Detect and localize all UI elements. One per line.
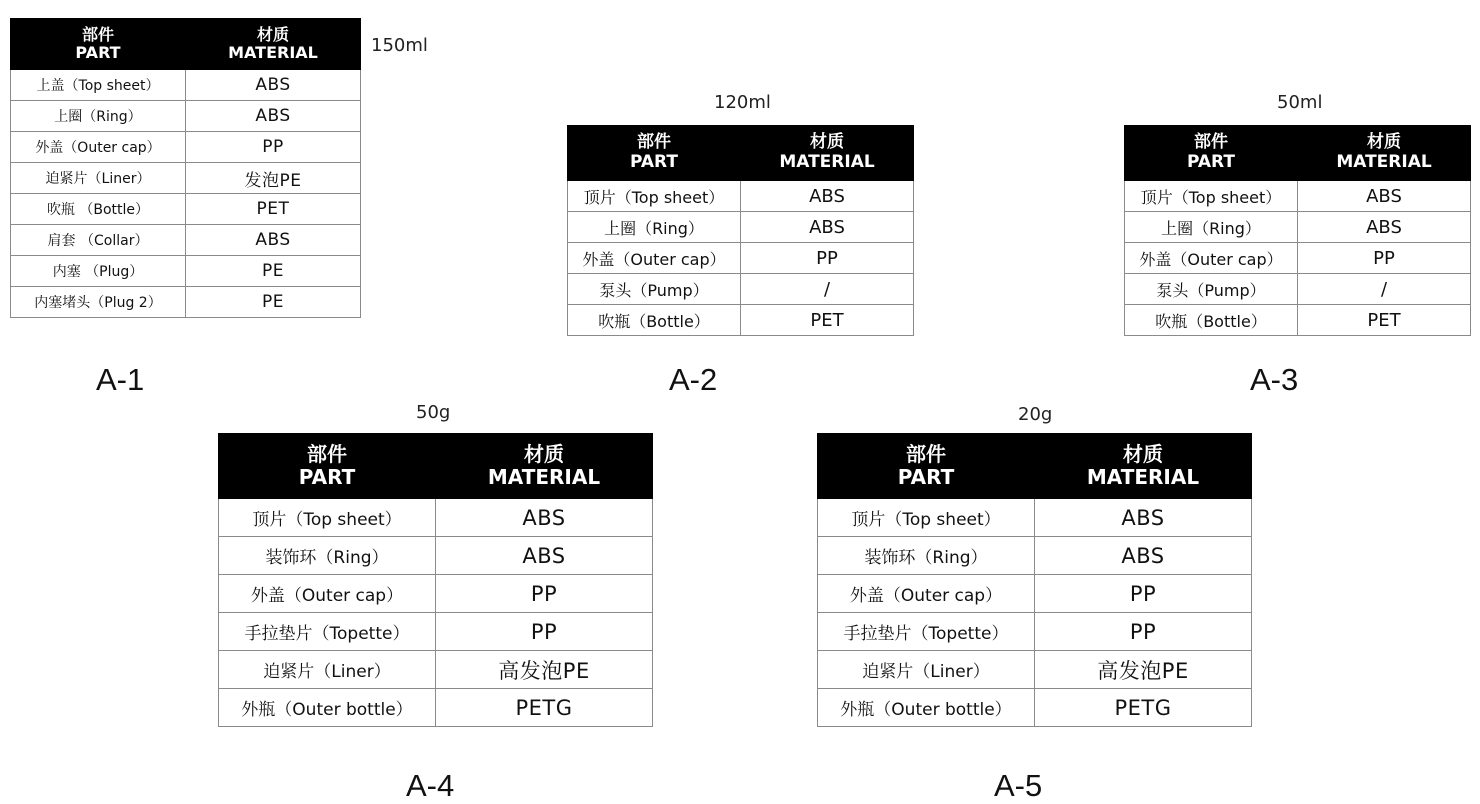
header-material — [741, 126, 914, 181]
table-header-row — [1125, 126, 1471, 181]
part-cell: 吹瓶（Bottle） — [1125, 305, 1298, 336]
material-cell: PP — [741, 243, 914, 274]
material-cell: 高发泡PE — [1035, 651, 1252, 689]
parts-table-a3 — [1124, 125, 1471, 336]
table-row — [568, 212, 914, 243]
table-row — [219, 689, 653, 727]
part-cell: 上圈（Ring） — [568, 212, 741, 243]
material-cell: 高发泡PE — [436, 651, 653, 689]
table-row — [11, 101, 361, 132]
material-cell: 发泡PE — [186, 163, 361, 194]
material-cell: PETG — [436, 689, 653, 727]
table-header-row — [11, 19, 361, 70]
parts-table-a2 — [567, 125, 914, 336]
material-cell: ABS — [741, 212, 914, 243]
material-cell: PP — [1035, 575, 1252, 613]
table-header-row — [219, 434, 653, 499]
header-part-en: PART — [75, 43, 121, 62]
material-cell: PE — [186, 287, 361, 318]
table-row — [11, 256, 361, 287]
table-row — [11, 132, 361, 163]
part-cell: 肩套 （Collar） — [11, 225, 186, 256]
table-row — [1125, 181, 1471, 212]
table-row — [818, 613, 1252, 651]
part-cell: 迫紧片（Liner） — [219, 651, 436, 689]
table-row — [219, 499, 653, 537]
material-cell: ABS — [1035, 537, 1252, 575]
part-cell: 上圈（Ring） — [1125, 212, 1298, 243]
header-part-cn: 部件 — [1194, 132, 1228, 153]
material-cell: ABS — [186, 225, 361, 256]
part-cell: 外盖（Outer cap） — [818, 575, 1035, 613]
table-row — [219, 537, 653, 575]
figure-label-a2: A-2 — [669, 362, 718, 397]
material-cell: ABS — [741, 181, 914, 212]
material-cell: PP — [436, 613, 653, 651]
capacity-label-a1: 150ml — [371, 35, 428, 56]
table-row — [1125, 274, 1471, 305]
material-cell: ABS — [436, 499, 653, 537]
header-part-en: PART — [897, 465, 955, 489]
header-part — [818, 434, 1035, 499]
part-cell: 顶片（Top sheet） — [818, 499, 1035, 537]
table-row — [1125, 212, 1471, 243]
material-cell: ABS — [436, 537, 653, 575]
table-header-row — [818, 434, 1252, 499]
part-cell: 上盖（Top sheet） — [11, 70, 186, 101]
material-cell: / — [741, 274, 914, 305]
table-row — [818, 575, 1252, 613]
header-material-en: MATERIAL — [779, 152, 875, 172]
header-part-en: PART — [630, 152, 678, 172]
table-row — [219, 651, 653, 689]
part-cell: 迫紧片（Liner） — [11, 163, 186, 194]
part-cell: 内塞 （Plug） — [11, 256, 186, 287]
table-row — [1125, 305, 1471, 336]
part-cell: 迫紧片（Liner） — [818, 651, 1035, 689]
capacity-label-a4: 50g — [416, 402, 451, 423]
table-row — [818, 499, 1252, 537]
material-cell: PETG — [1035, 689, 1252, 727]
part-cell: 外瓶（Outer bottle） — [818, 689, 1035, 727]
header-material — [1298, 126, 1471, 181]
material-cell: PET — [1298, 305, 1471, 336]
part-cell: 外盖（Outer cap） — [1125, 243, 1298, 274]
part-cell: 装饰环（Ring） — [818, 537, 1035, 575]
part-cell: 泵头（Pump） — [568, 274, 741, 305]
header-material — [1035, 434, 1252, 499]
header-material-cn: 材质 — [1123, 442, 1163, 466]
material-cell: / — [1298, 274, 1471, 305]
header-part-cn: 部件 — [906, 442, 946, 466]
parts-table-a4 — [218, 433, 653, 727]
table-row — [1125, 243, 1471, 274]
header-material-cn: 材质 — [1367, 132, 1401, 153]
table-row — [11, 194, 361, 225]
table-row — [219, 613, 653, 651]
header-material-en: MATERIAL — [1336, 152, 1432, 172]
material-cell: PP — [186, 132, 361, 163]
table-row — [568, 243, 914, 274]
header-material — [186, 19, 361, 70]
part-cell: 手拉垫片（Topette） — [219, 613, 436, 651]
figure-label-a3: A-3 — [1250, 362, 1299, 397]
material-cell: PP — [436, 575, 653, 613]
part-cell: 上圈（Ring） — [11, 101, 186, 132]
part-cell: 顶片（Top sheet） — [568, 181, 741, 212]
capacity-label-a5: 20g — [1018, 404, 1053, 425]
part-cell: 吹瓶（Bottle） — [568, 305, 741, 336]
part-cell: 泵头（Pump） — [1125, 274, 1298, 305]
material-cell: ABS — [1298, 212, 1471, 243]
material-cell: ABS — [186, 70, 361, 101]
header-part — [219, 434, 436, 499]
header-part-cn: 部件 — [637, 132, 671, 153]
material-cell: PP — [1035, 613, 1252, 651]
table-row — [11, 163, 361, 194]
header-material — [436, 434, 653, 499]
table-row — [11, 225, 361, 256]
part-cell: 外盖（Outer cap） — [219, 575, 436, 613]
material-cell: ABS — [1035, 499, 1252, 537]
table-row — [818, 689, 1252, 727]
header-material-en: MATERIAL — [1086, 465, 1200, 489]
part-cell: 外盖（Outer cap） — [11, 132, 186, 163]
header-part-en: PART — [298, 465, 356, 489]
part-cell: 外瓶（Outer bottle） — [219, 689, 436, 727]
header-part-cn: 部件 — [81, 24, 114, 44]
part-cell: 顶片（Top sheet） — [1125, 181, 1298, 212]
material-cell: PET — [186, 194, 361, 225]
part-cell: 装饰环（Ring） — [219, 537, 436, 575]
header-material-cn: 材质 — [810, 132, 844, 153]
table-row — [11, 287, 361, 318]
header-part-en: PART — [1187, 152, 1235, 172]
table-row — [818, 651, 1252, 689]
part-cell: 外盖（Outer cap） — [568, 243, 741, 274]
capacity-label-a3: 50ml — [1277, 92, 1323, 113]
material-cell: PP — [1298, 243, 1471, 274]
header-part — [11, 19, 186, 70]
figure-label-a5: A-5 — [994, 768, 1043, 803]
table-row — [818, 537, 1252, 575]
part-cell: 内塞堵头（Plug 2） — [11, 287, 186, 318]
part-cell: 手拉垫片（Topette） — [818, 613, 1035, 651]
table-row — [219, 575, 653, 613]
material-cell: PET — [741, 305, 914, 336]
header-material-en: MATERIAL — [228, 43, 318, 62]
parts-table-a5 — [817, 433, 1252, 727]
header-material-cn: 材质 — [524, 442, 564, 466]
header-part — [1125, 126, 1298, 181]
table-row — [568, 181, 914, 212]
material-cell: ABS — [1298, 181, 1471, 212]
material-cell: ABS — [186, 101, 361, 132]
table-row — [568, 305, 914, 336]
table-row — [11, 70, 361, 101]
part-cell: 顶片（Top sheet） — [219, 499, 436, 537]
table-header-row — [568, 126, 914, 181]
figure-label-a1: A-1 — [96, 362, 145, 397]
capacity-label-a2: 120ml — [714, 92, 771, 113]
header-material-cn: 材质 — [256, 24, 289, 44]
material-cell: PE — [186, 256, 361, 287]
header-material-en: MATERIAL — [487, 465, 601, 489]
header-part — [568, 126, 741, 181]
part-cell: 吹瓶 （Bottle） — [11, 194, 186, 225]
header-part-cn: 部件 — [307, 442, 347, 466]
figure-label-a4: A-4 — [406, 768, 455, 803]
table-row — [568, 274, 914, 305]
parts-table-a1 — [10, 18, 361, 318]
